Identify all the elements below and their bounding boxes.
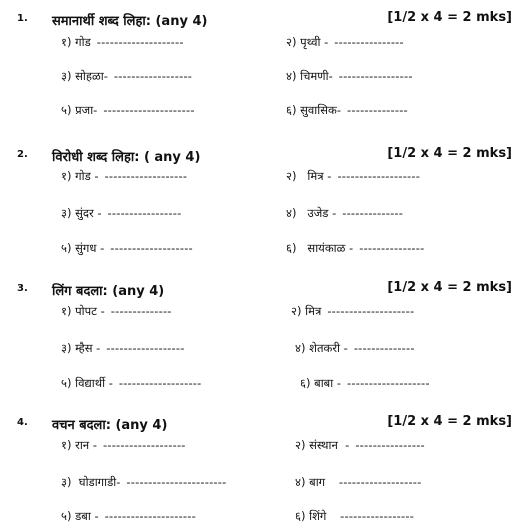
answer-blank: ----------------------- (126, 475, 227, 489)
item-label: ६) सायंकाळ - (286, 241, 354, 255)
question-3-header (0, 280, 524, 298)
item-label: १) गोड (61, 35, 91, 49)
item-label: १) पोपट - (61, 304, 105, 318)
q2-item-3 (61, 206, 181, 221)
item-label: ६) शिंगे (295, 509, 327, 523)
item-label: २) पृथ्वी - (286, 35, 329, 49)
item-label: ५) प्रजा- (61, 103, 98, 117)
item-label: ६) बाबा - (300, 376, 342, 390)
item-label: ५) सुंगध - (61, 241, 105, 255)
answer-blank: --------------- (359, 241, 425, 255)
item-label: ३) सोहळा- (61, 69, 108, 83)
q3-item-1 (61, 304, 172, 319)
answer-blank: -------------- (353, 341, 415, 355)
q4-item-1 (61, 438, 186, 453)
item-label: १) रान - (61, 438, 97, 452)
answer-blank: ------------------- (347, 376, 430, 390)
item-label: १) गोड - (61, 169, 99, 183)
answer-blank: ----------------- (107, 206, 182, 220)
question-4-header (0, 414, 524, 432)
q2-item-5 (61, 241, 193, 256)
answer-blank: ------------------ (106, 341, 185, 355)
question-number: 2. (17, 149, 28, 160)
question-marks: [1/2 x 4 = 2 mks] (387, 280, 512, 295)
q2-item-2 (286, 169, 420, 184)
item-label: ३) घोडागाडी- (61, 475, 121, 489)
answer-blank: ------------------- (110, 241, 193, 255)
q1-item-5 (61, 103, 195, 118)
question-number: 3. (17, 283, 28, 294)
q4-item-2 (295, 438, 425, 453)
q3-item-4 (295, 341, 415, 356)
answer-blank: ------------------- (337, 169, 421, 183)
answer-blank: ------------------- (118, 376, 202, 390)
answer-blank: ------------------- (104, 169, 188, 183)
item-label: २) संस्थान - (295, 438, 350, 452)
answer-blank: --------------------- (104, 509, 196, 523)
item-label: ६) सुवासिक- (286, 103, 342, 117)
item-label: ५) डबा - (61, 509, 99, 523)
item-label: ४) चिमणी- (286, 69, 333, 83)
answer-blank: ----------------- (338, 69, 413, 83)
answer-blank: ------------------- (331, 475, 422, 489)
q4-item-6 (295, 509, 414, 524)
q3-item-6 (300, 376, 430, 391)
q4-item-5 (61, 509, 196, 524)
item-label: ३) सुंदर - (61, 206, 102, 220)
answer-blank: -------------- (110, 304, 172, 318)
q1-item-1 (61, 35, 184, 50)
question-title: समानार्थी शब्द लिहा: (any 4) (52, 14, 208, 29)
question-title: वचन बदला: (any 4) (52, 418, 168, 433)
question-2-header (0, 146, 524, 164)
item-label: ३) म्हैस - (61, 341, 101, 355)
item-label: २) मित्र (291, 304, 322, 318)
q1-item-4 (286, 69, 413, 84)
item-label: ४) बाग (295, 475, 326, 489)
item-label: ४) उजेड - (286, 206, 337, 220)
question-number: 4. (17, 417, 28, 428)
item-label: २) मित्र - (286, 169, 332, 183)
q2-item-1 (61, 169, 187, 184)
answer-blank: ---------------- (355, 438, 425, 452)
question-marks: [1/2 x 4 = 2 mks] (387, 10, 512, 25)
q3-item-2 (291, 304, 414, 319)
q1-item-3 (61, 69, 192, 84)
item-label: ५) विद्यार्थी - (61, 376, 113, 390)
question-title: लिंग बदला: (any 4) (52, 284, 165, 299)
q3-item-3 (61, 341, 185, 356)
answer-blank: -------------------- (327, 304, 415, 318)
answer-blank: ------------------- (103, 438, 186, 452)
question-number: 1. (17, 13, 28, 24)
question-title: विरोधी शब्द लिहा: ( any 4) (52, 150, 201, 165)
answer-blank: -------------- (347, 103, 408, 117)
answer-blank: --------------------- (103, 103, 195, 117)
q2-item-6 (286, 241, 424, 256)
q1-item-2 (286, 35, 404, 50)
q4-item-3 (61, 475, 226, 490)
q2-item-4 (286, 206, 403, 221)
item-label: ४) शेतकरी - (295, 341, 348, 355)
answer-blank: -------------- (342, 206, 404, 220)
q3-item-5 (61, 376, 202, 391)
answer-blank: ----------------- (332, 509, 415, 523)
question-marks: [1/2 x 4 = 2 mks] (387, 146, 512, 161)
answer-blank: ---------------- (334, 35, 404, 49)
answer-blank: -------------------- (96, 35, 184, 49)
answer-blank: ------------------ (113, 69, 193, 83)
question-marks: [1/2 x 4 = 2 mks] (387, 414, 512, 429)
q1-item-6 (286, 103, 408, 118)
q4-item-4 (295, 475, 422, 490)
question-1-header (0, 10, 524, 28)
